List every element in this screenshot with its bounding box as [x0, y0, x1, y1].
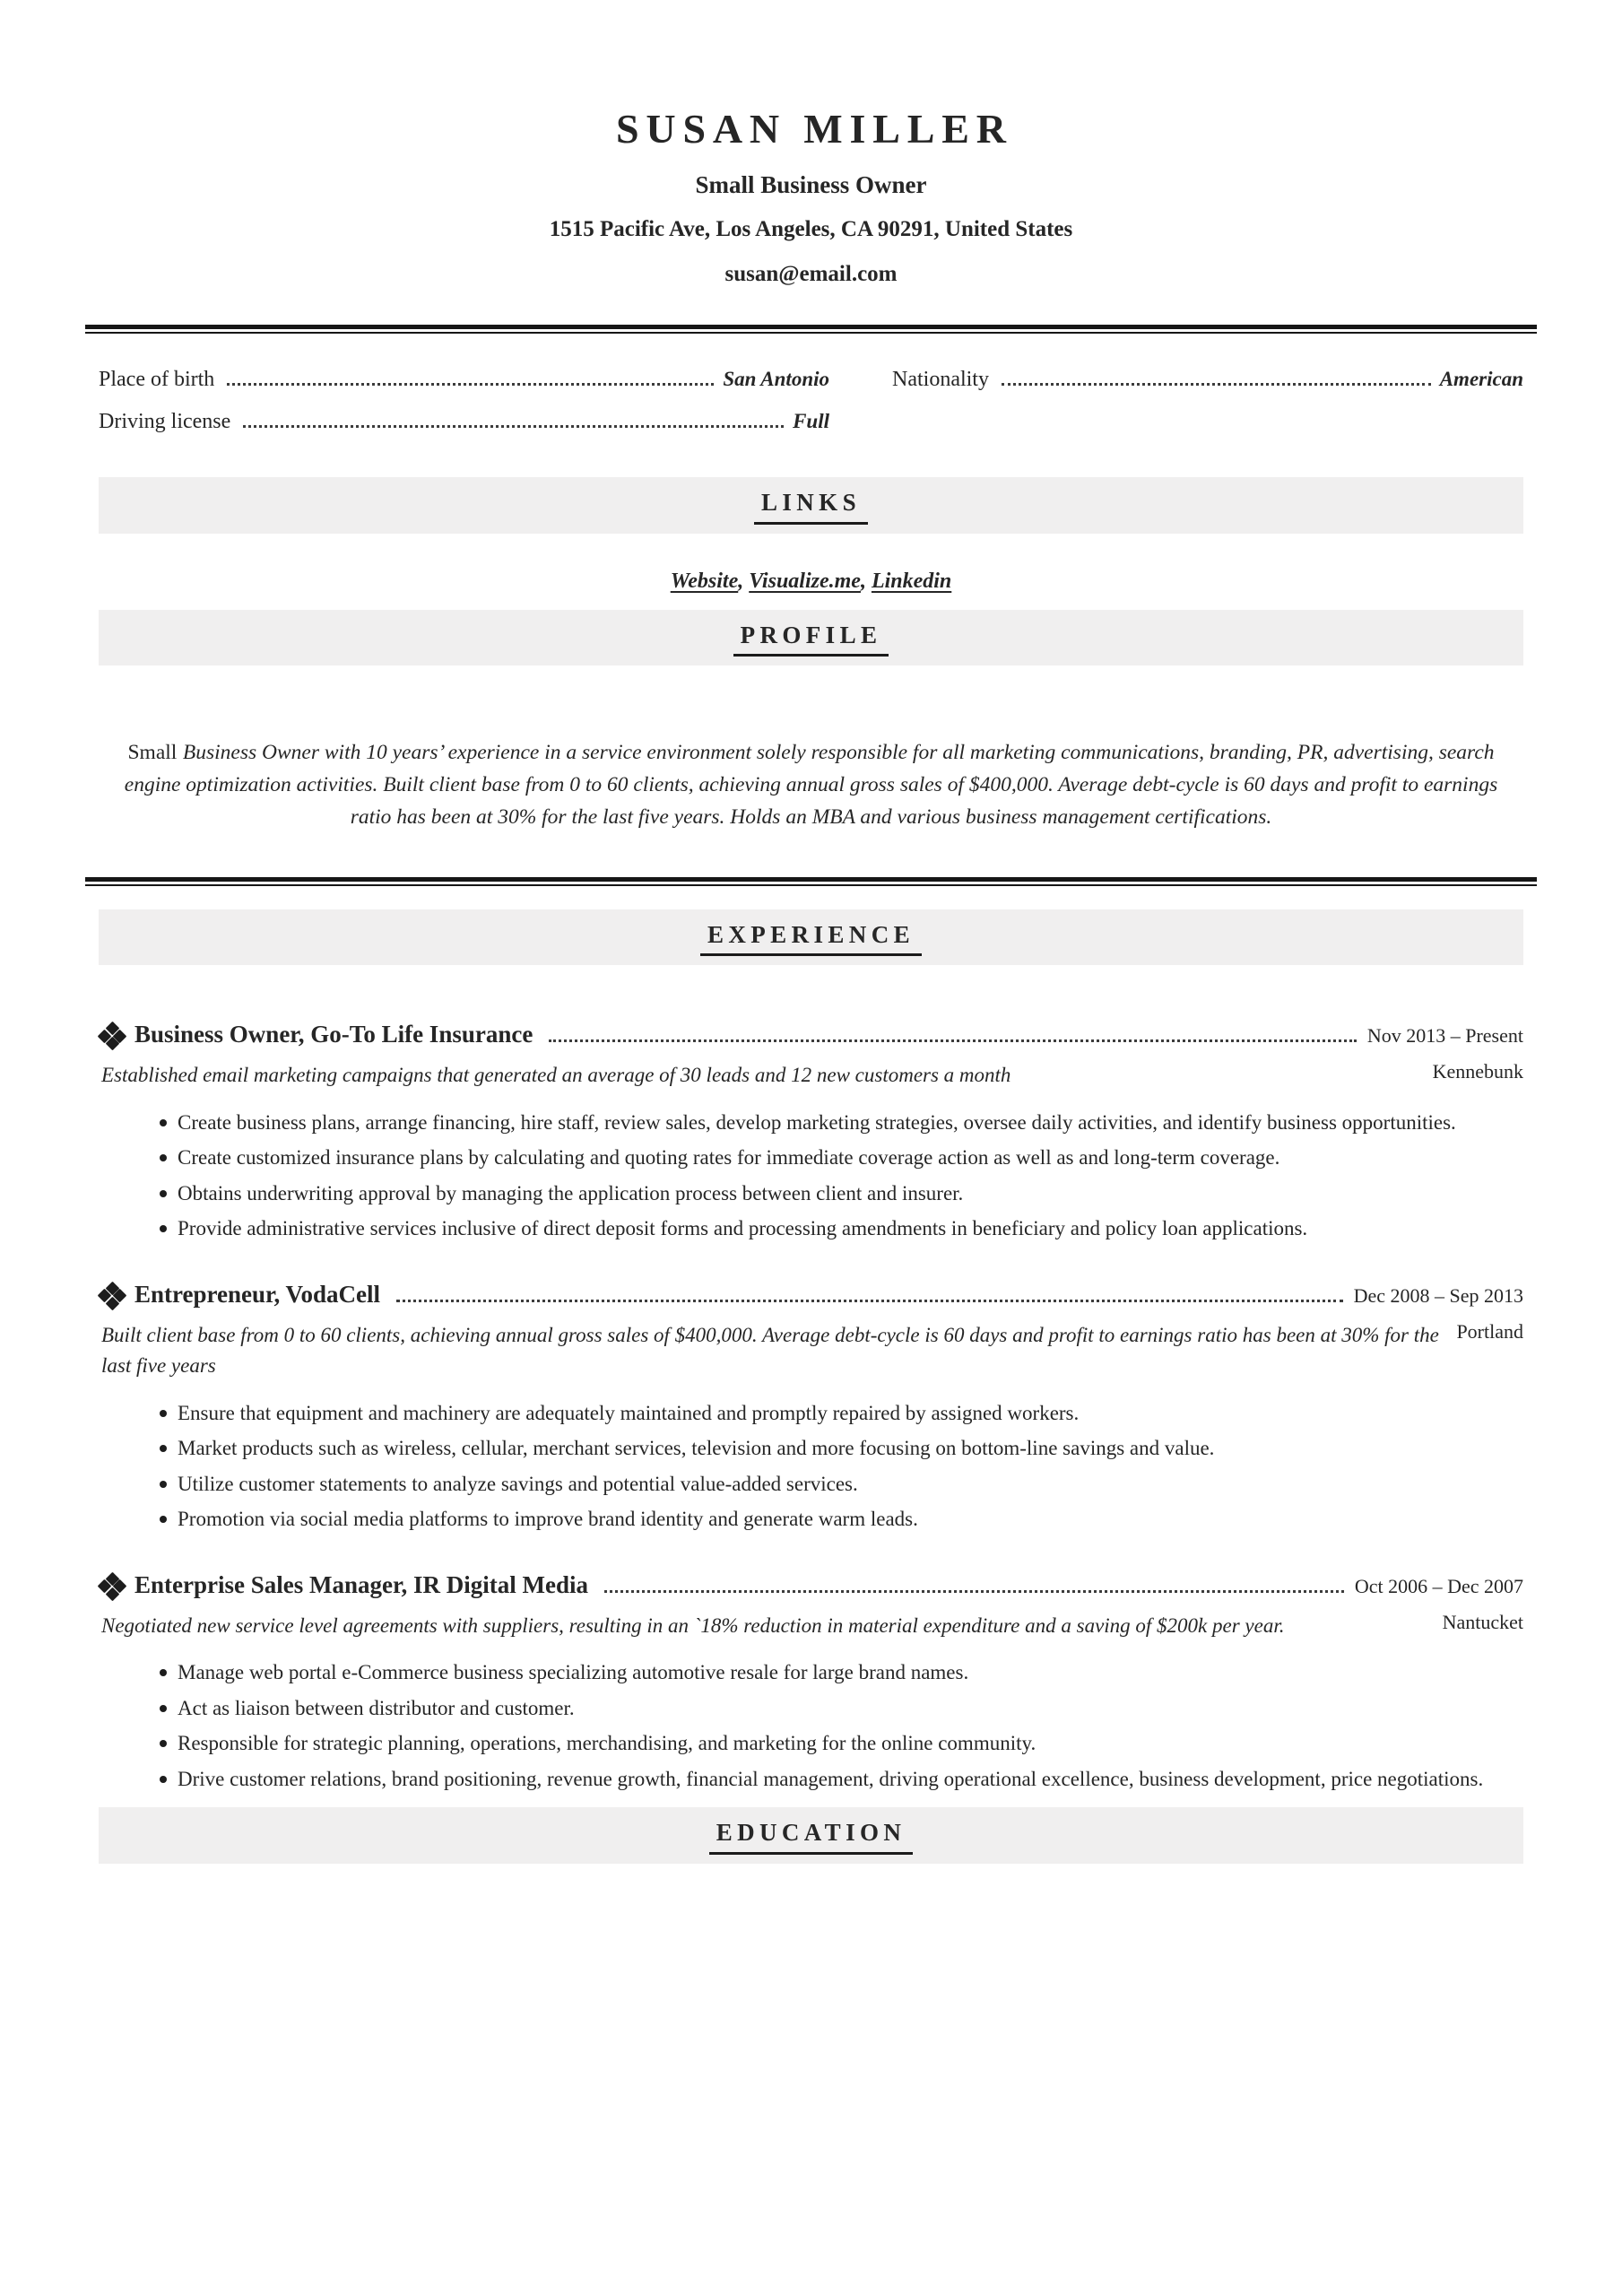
- job-entry: [99, 1571, 1523, 1796]
- job-bullet: Promotion via social media platforms to improve brand identity and generate warm leads.: [99, 1504, 1523, 1535]
- detail-value: American: [1439, 368, 1523, 391]
- dotted-leader: [227, 383, 714, 386]
- person-job-title: Small Business Owner: [695, 171, 927, 199]
- job-bullet: Utilize customer statements to analyze savings and potential value-added services.: [99, 1469, 1523, 1500]
- diamond-cluster-icon: [100, 1284, 124, 1308]
- header-divider: [85, 325, 1537, 334]
- profile-text: [109, 737, 1513, 834]
- diamond-cluster-icon: [100, 1024, 124, 1048]
- detail-place-of-birth: [99, 368, 829, 392]
- job-header: [99, 1021, 1523, 1049]
- job-location: Portland: [1456, 1319, 1523, 1343]
- profile-experience-divider: [85, 877, 1537, 886]
- dotted-leader: [604, 1590, 1344, 1593]
- personal-details: [99, 368, 1523, 434]
- job-bullet: Obtains underwriting approval by managing the application process between client and insurer.: [99, 1178, 1523, 1210]
- job-entry: [99, 1021, 1523, 1245]
- link-separator: ,: [860, 569, 872, 593]
- job-dates: Oct 2006 – Dec 2007: [1354, 1574, 1523, 1597]
- job-bullet: Act as liaison between distributor and customer.: [99, 1693, 1523, 1725]
- job-bullet: Manage web portal e-Commerce business specializing automotive resale for large brand names.: [99, 1657, 1523, 1689]
- job-title: Business Owner, Go-To Life Insurance: [134, 1021, 533, 1048]
- education-heading: EDUCATION: [709, 1818, 914, 1854]
- linkedin-link[interactable]: Linkedin: [871, 569, 952, 593]
- profile-lead-word: Small: [127, 740, 178, 764]
- links-list: [99, 570, 1523, 594]
- detail-value: San Antonio: [723, 368, 829, 391]
- job-bullet: Create business plans, arrange financing, hire staff, review sales, develop marketing strategies, oversee daily activities, and identify business opportunities.: [99, 1108, 1523, 1139]
- job-bullet-list: [99, 1398, 1523, 1535]
- experience-list: [99, 1021, 1523, 1795]
- job-summary: Negotiated new service level agreements with suppliers, resulting in an `18% reduction in material expenditure and a saving of $200k per year.: [101, 1613, 1285, 1637]
- experience-section-banner: [99, 909, 1523, 965]
- job-bullet: Provide administrative services inclusive of direct deposit forms and processing amendments in beneficiary and policy loan applications.: [99, 1213, 1523, 1245]
- detail-driving-license: [99, 410, 829, 434]
- job-bullet: Responsible for strategic planning, operations, merchandising, and marketing for the online community.: [99, 1728, 1523, 1760]
- links-section-banner: [99, 477, 1523, 533]
- visualize-me-link[interactable]: Visualize.me: [749, 569, 861, 593]
- job-bullet: Drive customer relations, brand positioning, revenue growth, financial management, driving operational excellence, business development, price negotiations.: [99, 1764, 1523, 1796]
- website-link[interactable]: Website: [670, 569, 739, 593]
- dotted-leader: [549, 1039, 1357, 1042]
- person-email: susan@email.com: [724, 262, 898, 287]
- dotted-leader: [1002, 383, 1431, 386]
- job-dates: Nov 2013 – Present: [1366, 1024, 1523, 1048]
- job-bullet-list: [99, 1108, 1523, 1245]
- detail-label: Nationality: [892, 368, 989, 392]
- dotted-leader: [243, 425, 784, 428]
- job-bullet: Market products such as wireless, cellular, merchant services, television and more focusing on bottom-line savings and value.: [99, 1433, 1523, 1465]
- detail-nationality: [892, 368, 1523, 392]
- diamond-cluster-icon: [100, 1575, 124, 1598]
- job-header: [99, 1571, 1523, 1600]
- dotted-leader: [396, 1300, 1343, 1302]
- experience-heading: EXPERIENCE: [700, 920, 922, 956]
- job-bullet: Create customized insurance plans by calculating and quoting rates for immediate coverage action as well as and long-term coverage.: [99, 1143, 1523, 1174]
- job-location: Kennebunk: [1432, 1060, 1523, 1083]
- job-bullet: Ensure that equipment and machinery are adequately maintained and promptly repaired by assigned workers.: [99, 1398, 1523, 1430]
- profile-body: Business Owner with 10 years’ experience in a service environment solely responsible for all marketing communications, branding, PR, advertising, search engine optimization activities. Built client base from 0 to 60 clients, achieving annual gross sales of $400,000. Average debt-cycle is 60 days and profit to earnings ratio has been at 30% for the last five years. Holds an MBA and various business management certifications.: [124, 740, 1498, 829]
- links-heading: LINKS: [754, 488, 868, 524]
- link-separator: ,: [738, 569, 750, 593]
- person-name: SUSAN MILLER: [616, 106, 1013, 152]
- job-summary: Established email marketing campaigns that generated an average of 30 leads and 12 new customers a month: [101, 1064, 1011, 1087]
- job-summary: Built client base from 0 to 60 clients, achieving annual gross sales of $400,000. Average debt-cycle is 60 days and profit to earnings ratio has been at 30% for the last five years: [101, 1323, 1439, 1378]
- profile-heading: PROFILE: [733, 621, 889, 657]
- job-title: Entrepreneur, VodaCell: [134, 1280, 381, 1308]
- job-bullet-list: [99, 1657, 1523, 1795]
- job-title: Enterprise Sales Manager, IR Digital Media: [134, 1570, 588, 1598]
- detail-value: Full: [793, 410, 829, 433]
- profile-section-banner: [99, 610, 1523, 665]
- job-entry: [99, 1281, 1523, 1535]
- person-address: 1515 Pacific Ave, Los Angeles, CA 90291, United States: [549, 217, 1073, 242]
- job-location: Nantucket: [1442, 1610, 1523, 1633]
- job-dates: Dec 2008 – Sep 2013: [1353, 1283, 1523, 1307]
- job-header: [99, 1281, 1523, 1309]
- education-section-banner: [99, 1807, 1523, 1863]
- detail-label: Driving license: [99, 410, 231, 434]
- detail-label: Place of birth: [99, 368, 215, 392]
